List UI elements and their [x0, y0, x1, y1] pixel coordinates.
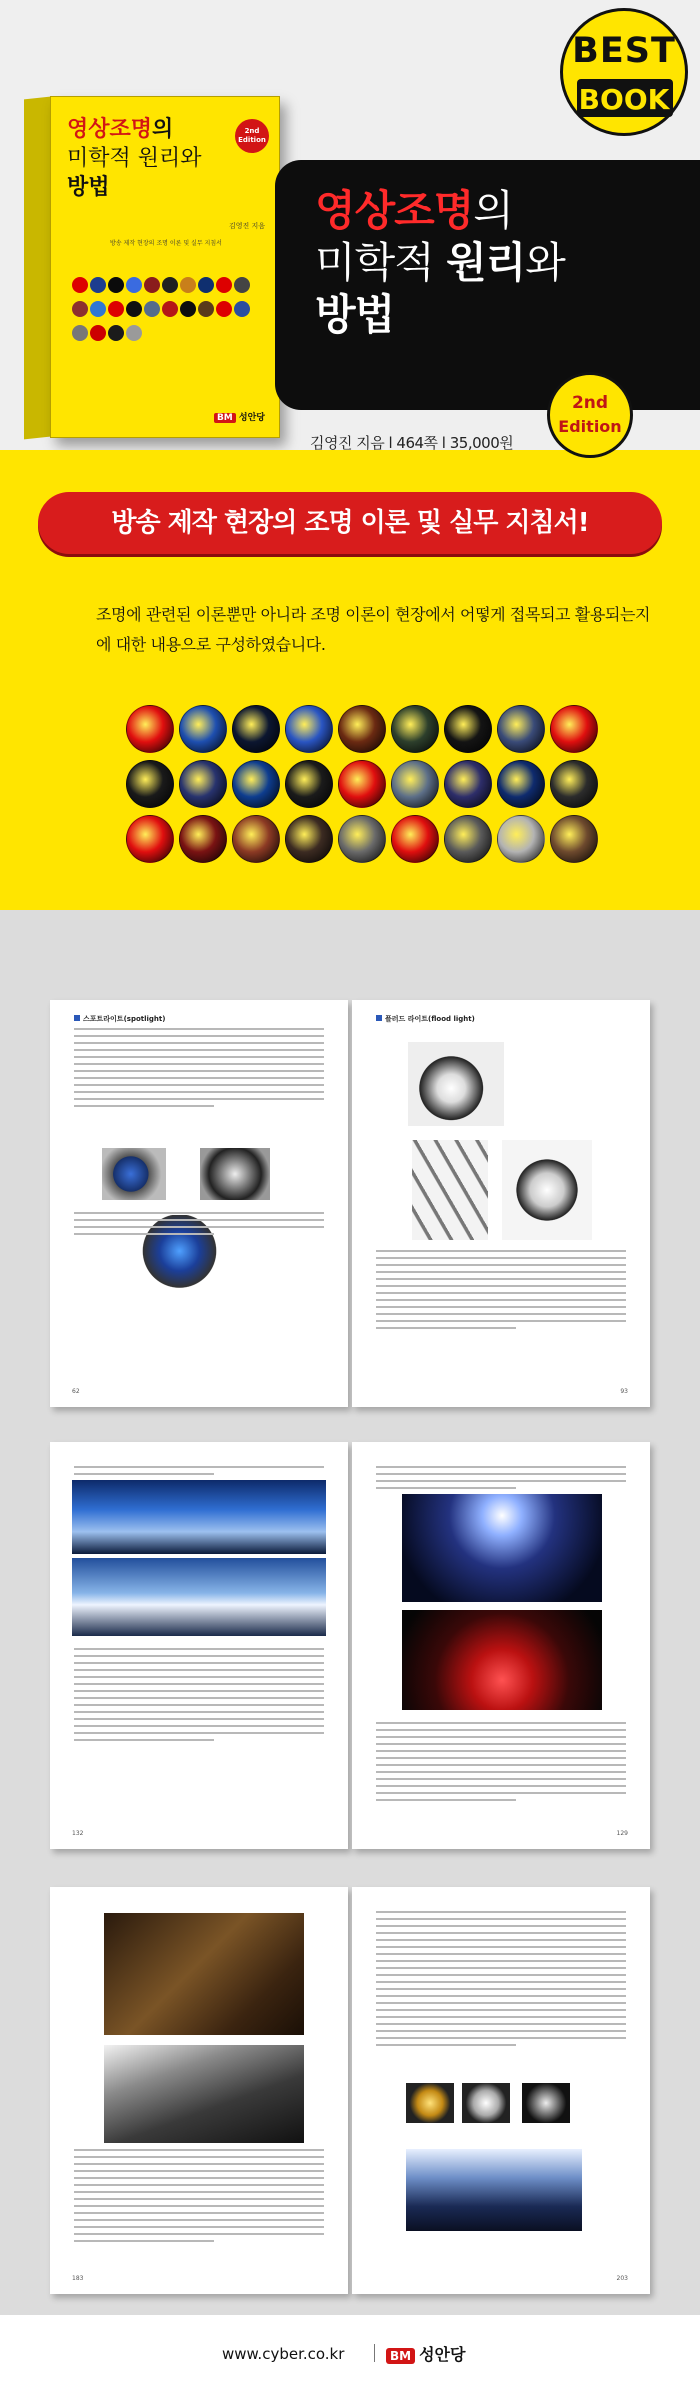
text-line — [74, 1233, 214, 1235]
photo-circle — [391, 705, 439, 753]
text-line — [376, 1988, 626, 1990]
text-line — [376, 1736, 626, 1738]
text-line — [376, 1974, 626, 1976]
light-fixture-photo-3 — [522, 2083, 570, 2123]
text-line — [74, 1042, 324, 1044]
text-line — [376, 1327, 516, 1329]
photo-circle — [126, 760, 174, 808]
cover-thumbnail — [126, 325, 142, 341]
text-line — [74, 2233, 324, 2235]
text-line — [74, 1669, 324, 1671]
text-line — [376, 1278, 626, 1280]
text-line — [74, 2212, 324, 2214]
text-line — [376, 1473, 626, 1475]
book-spine — [24, 97, 50, 440]
photo-circle — [550, 815, 598, 863]
text-line — [74, 2184, 324, 2186]
text-line — [74, 1655, 324, 1657]
text-line — [376, 1313, 626, 1315]
text-line — [376, 1750, 626, 1752]
website-link[interactable]: www.cyber.co.kr — [222, 2345, 345, 2363]
photo-circle — [285, 705, 333, 753]
page-preview-5: 183 — [50, 1887, 348, 2294]
text-line — [376, 1932, 626, 1934]
text-line — [376, 1960, 626, 1962]
cover-title: 영상조명의 미학적 원리와 방법 — [67, 117, 202, 200]
cover-thumbnail — [90, 301, 106, 317]
text-line — [74, 1105, 214, 1107]
text-line — [74, 2205, 324, 2207]
text-line — [376, 2037, 626, 2039]
photo-circle — [444, 705, 492, 753]
text-line — [74, 1028, 324, 1030]
cover-thumbnail — [108, 301, 124, 317]
photo-circle — [232, 760, 280, 808]
light-fixture-photo-1 — [406, 2083, 454, 2123]
cover-author: 김영진 지음 — [228, 222, 265, 230]
photo-circle — [179, 705, 227, 753]
text-line — [74, 1711, 324, 1713]
photo-circle — [550, 760, 598, 808]
dark-interior-photo — [104, 2045, 304, 2143]
cover-thumbnail — [216, 301, 232, 317]
text-line — [74, 1098, 324, 1100]
badge-best-label: BEST — [572, 31, 676, 71]
cover-thumbnail — [144, 301, 160, 317]
studio-set-photo — [72, 1480, 326, 1554]
photo-circle — [285, 815, 333, 863]
text-line — [376, 1918, 626, 1920]
text-line — [376, 1995, 626, 1997]
text-line — [74, 1219, 324, 1221]
text-line — [376, 2016, 626, 2018]
text-line — [74, 1212, 324, 1214]
text-line — [376, 1771, 626, 1773]
fresnel-photo — [200, 1148, 270, 1200]
photo-circle — [338, 760, 386, 808]
text-line — [74, 1718, 324, 1720]
photo-circle — [391, 815, 439, 863]
cover-thumbnail — [198, 301, 214, 317]
edition-badge: 2nd Edition — [547, 372, 633, 458]
book-title: 영상조명의 미학적 원리와 방법 — [315, 186, 565, 339]
newsroom-photo — [72, 1558, 326, 1636]
cover-thumbnail — [90, 325, 106, 341]
text-line — [376, 1722, 626, 1724]
page-preview-6: 203 — [352, 1887, 650, 2294]
book-cover — [50, 96, 280, 438]
text-line — [376, 1729, 626, 1731]
text-line — [74, 2198, 324, 2200]
cover-thumbnail — [162, 301, 178, 317]
cover-thumbnail — [126, 301, 142, 317]
text-line — [376, 1743, 626, 1745]
cover-thumbnail — [180, 277, 196, 293]
text-line — [74, 1739, 214, 1741]
text-line — [376, 2002, 626, 2004]
cover-edition-badge: 2nd Edition — [235, 119, 269, 153]
text-line — [74, 2163, 324, 2165]
cover-thumbnail-grid — [71, 275, 261, 347]
text-line — [376, 1250, 626, 1252]
text-line — [376, 1264, 626, 1266]
text-line — [376, 1925, 626, 1927]
photo-circle — [232, 815, 280, 863]
text-line — [376, 1757, 626, 1759]
text-line — [376, 1257, 626, 1259]
text-line — [74, 2226, 324, 2228]
text-line — [74, 1070, 324, 1072]
text-line — [376, 1299, 626, 1301]
photo-circle — [232, 705, 280, 753]
text-line — [376, 1480, 626, 1482]
text-line — [74, 2177, 324, 2179]
photo-circle — [179, 815, 227, 863]
cover-description: 방송 제작 현장의 조명 이론 및 실무 지침서 — [110, 240, 222, 247]
intro-text: 조명에 관련된 이론뿐만 아니라 조명 이론이 현장에서 어떻게 접목되고 활용되는지에 대한 내용으로 구성하였습니다. — [96, 605, 651, 654]
red-stage-photo — [402, 1610, 602, 1710]
publisher-logo: BM 성안당 — [386, 2342, 465, 2365]
photo-circle — [126, 705, 174, 753]
studio-overhead-photo — [406, 2149, 582, 2231]
text-line — [376, 1911, 626, 1913]
text-line — [74, 1662, 324, 1664]
cover-thumbnail — [234, 277, 250, 293]
lamp-tubes-photo — [412, 1140, 488, 1240]
page-preview-1: 스포트라이트(spotlight) 62 — [50, 1000, 348, 1407]
cover-thumbnail — [126, 277, 142, 293]
photo-circle — [126, 815, 174, 863]
text-line — [376, 1946, 626, 1948]
text-line — [74, 1473, 214, 1475]
page-heading: 플러드 라이트(flood light) — [376, 1014, 475, 1024]
photo-circle — [391, 760, 439, 808]
page-heading: 스포트라이트(spotlight) — [74, 1014, 165, 1024]
photo-circle — [497, 760, 545, 808]
text-line — [74, 1056, 324, 1058]
text-line — [376, 2044, 516, 2046]
photo-circle — [338, 815, 386, 863]
text-line — [74, 1035, 324, 1037]
concert-stage-photo — [402, 1494, 602, 1602]
text-line — [74, 1725, 324, 1727]
book-meta: 김영진 지음 l 464쪽 l 35,000원 — [310, 434, 514, 450]
cover-thumbnail — [72, 325, 88, 341]
photo-circle — [179, 760, 227, 808]
period-drama-set-photo — [104, 1913, 304, 2035]
text-line — [376, 1967, 626, 1969]
cover-thumbnail — [144, 277, 160, 293]
text-line — [74, 2240, 214, 2242]
cover-thumbnail — [234, 301, 250, 317]
page-preview-2: 플러드 라이트(flood light) 93 — [352, 1000, 650, 1407]
page-preview-3: 132 — [50, 1442, 348, 1849]
text-line — [376, 1785, 626, 1787]
text-line — [376, 1981, 626, 1983]
text-line — [74, 1049, 324, 1051]
text-line — [376, 1271, 626, 1273]
text-line — [376, 1320, 626, 1322]
text-line — [376, 2023, 626, 2025]
cover-thumbnail — [72, 277, 88, 293]
photo-circle — [497, 815, 545, 863]
text-line — [376, 1306, 626, 1308]
text-line — [74, 1676, 324, 1678]
text-line — [74, 2156, 324, 2158]
photo-circle — [444, 815, 492, 863]
text-line — [376, 2009, 626, 2011]
tagline-text: 방송 제작 현장의 조명 이론 및 실무 지침서! — [111, 508, 589, 538]
text-line — [74, 1084, 324, 1086]
photo-circle — [550, 705, 598, 753]
cover-thumbnail — [90, 277, 106, 293]
text-line — [376, 1487, 516, 1489]
best-book-badge — [560, 8, 688, 136]
cover-thumbnail — [162, 277, 178, 293]
text-line — [376, 1799, 516, 1801]
text-line — [74, 1704, 324, 1706]
text-line — [74, 1697, 324, 1699]
text-line — [376, 1778, 626, 1780]
page-preview-4: 129 — [352, 1442, 650, 1849]
text-line — [376, 2030, 626, 2032]
text-line — [74, 1690, 324, 1692]
footer-divider — [374, 2344, 375, 2362]
cover-thumbnail — [108, 325, 124, 341]
photo-circle — [444, 760, 492, 808]
text-line — [74, 1091, 324, 1093]
text-line — [376, 1764, 626, 1766]
text-line — [376, 1939, 626, 1941]
text-line — [376, 1292, 626, 1294]
cover-thumbnail — [180, 301, 196, 317]
text-line — [74, 1648, 324, 1650]
text-line — [376, 1953, 626, 1955]
text-line — [74, 2219, 324, 2221]
text-line — [74, 2149, 324, 2151]
cover-thumbnail — [108, 277, 124, 293]
text-line — [74, 2170, 324, 2172]
text-line — [376, 1466, 626, 1468]
text-line — [74, 1226, 324, 1228]
cover-thumbnail — [198, 277, 214, 293]
text-line — [74, 1683, 324, 1685]
floodlight-fixture-photo — [502, 1140, 592, 1240]
text-line — [74, 1466, 324, 1468]
text-line — [376, 1792, 626, 1794]
photo-circle — [338, 705, 386, 753]
tagline-pill — [38, 492, 662, 554]
floodlight-photo — [408, 1042, 504, 1126]
photo-circle — [285, 760, 333, 808]
text-line — [74, 1077, 324, 1079]
footer — [0, 2315, 700, 2384]
cover-thumbnail — [216, 277, 232, 293]
text-line — [74, 1732, 324, 1734]
cover-publisher-logo: BM 성안당 — [214, 410, 265, 423]
badge-book-label: BOOK — [578, 83, 670, 116]
text-line — [376, 1285, 626, 1287]
light-fixture-photo-2 — [462, 2083, 510, 2123]
cover-thumbnail — [72, 301, 88, 317]
photo-circle — [497, 705, 545, 753]
text-line — [74, 2191, 324, 2193]
spotlight-photo — [102, 1148, 166, 1200]
text-line — [74, 1063, 324, 1065]
